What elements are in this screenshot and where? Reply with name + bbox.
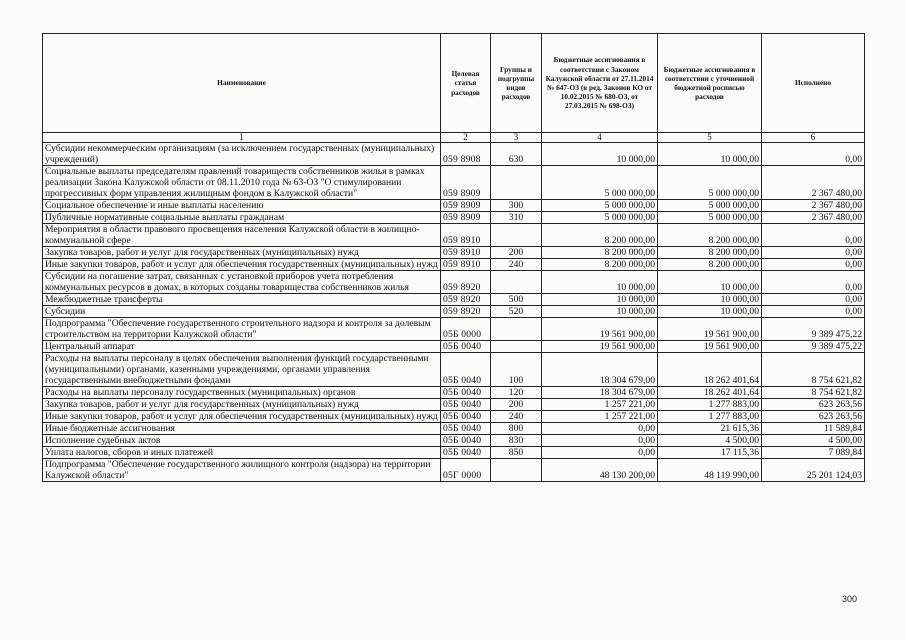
row-assign-law: 8 200 000,00 (542, 247, 658, 259)
row-name: Исполнение судебных актов (43, 435, 441, 447)
row-executed: 4 500,00 (762, 435, 865, 447)
row-assign-refined: 10 000,00 (658, 143, 762, 166)
row-group: 200 (491, 247, 542, 259)
column-number: 4 (542, 133, 658, 143)
row-code: 059 8909 (441, 166, 491, 200)
row-group: 300 (491, 200, 542, 212)
table-row (43, 387, 865, 399)
row-code: 05Б 0040 (441, 387, 491, 399)
row-name: Субсидии (43, 306, 441, 318)
row-executed: 2 367 480,00 (762, 212, 865, 224)
row-group (491, 166, 542, 200)
column-number: 6 (762, 133, 865, 143)
row-assign-law: 8 200 000,00 (542, 224, 658, 247)
row-name: Иные закупки товаров, работ и услуг для обеспечения государственных (муниципальных) нужд (43, 259, 441, 271)
row-name: Расходы на выплаты персоналу в целях обеспечения выполнения функций государственными (муниципальными) органами, казенными учреждениями, органами управления государственными внебюджетными фондами (43, 353, 441, 387)
row-executed: 2 367 480,00 (762, 200, 865, 212)
header-executed: Исполнено (762, 34, 865, 133)
row-assign-law: 10 000,00 (542, 143, 658, 166)
row-code: 05Б 0040 (441, 341, 491, 353)
row-code: 05Б 0040 (441, 399, 491, 411)
row-code: 05Г 0000 (441, 459, 491, 482)
column-number: 5 (658, 133, 762, 143)
row-group: 500 (491, 294, 542, 306)
row-executed: 623 263,56 (762, 399, 865, 411)
row-executed: 0,00 (762, 224, 865, 247)
row-assign-law: 10 000,00 (542, 271, 658, 294)
row-assign-refined: 5 000 000,00 (658, 200, 762, 212)
row-code: 059 8920 (441, 306, 491, 318)
row-name: Социальное обеспечение и иные выплаты населению (43, 200, 441, 212)
row-assign-refined: 17 115,36 (658, 447, 762, 459)
row-code: 059 8920 (441, 271, 491, 294)
row-assign-refined: 5 000 000,00 (658, 212, 762, 224)
row-code: 059 8910 (441, 259, 491, 271)
row-code: 05Б 0040 (441, 435, 491, 447)
row-name: Расходы на выплаты персоналу государственных (муниципальных) органов (43, 387, 441, 399)
row-assign-law: 18 304 679,00 (542, 353, 658, 387)
table-row (43, 399, 865, 411)
row-executed: 0,00 (762, 271, 865, 294)
row-assign-law: 0,00 (542, 447, 658, 459)
row-executed: 0,00 (762, 143, 865, 166)
row-assign-refined: 10 000,00 (658, 306, 762, 318)
table-row (43, 435, 865, 447)
row-assign-refined: 21 615,36 (658, 423, 762, 435)
row-group (491, 318, 542, 341)
row-name: Субсидии на погашение затрат, связанных с установкой приборов учета потребления коммунальных ресурсов в домах, в которых созданы товарищества собственников жилья (43, 271, 441, 294)
row-group (491, 224, 542, 247)
row-executed: 25 201 124,03 (762, 459, 865, 482)
header-assign-law: Бюджетные ассигнования в соответствии с Законом Калужской области от 27.11.2014 № 647-ОЗ (в ред. Законов КО от 10.02.2015 № 680-ОЗ, от 27.03.2015 № 698-ОЗ) (542, 34, 658, 133)
row-code: 059 8909 (441, 212, 491, 224)
row-code: 059 8910 (441, 224, 491, 247)
row-group: 100 (491, 353, 542, 387)
table-row (43, 411, 865, 423)
table-row (43, 166, 865, 200)
row-group: 830 (491, 435, 542, 447)
row-name: Субсидии некоммерческим организациям (за исключением государственных (муниципальных) учреждений) (43, 143, 441, 166)
header-assign-refined: Бюджетные ассигнования в соответствии с уточненной бюджетной росписью расходов (658, 34, 762, 133)
table-body (43, 143, 865, 482)
row-assign-refined: 19 561 900,00 (658, 341, 762, 353)
header-code: Целевая статья расходов (441, 34, 491, 133)
row-group: 800 (491, 423, 542, 435)
table-row (43, 271, 865, 294)
row-name: Подпрограмма "Обеспечение государственного жилищного контроля (надзора) на территории Калужской области" (43, 459, 441, 482)
page-number: 300 (842, 594, 858, 604)
row-code: 059 8908 (441, 143, 491, 166)
table-row (43, 459, 865, 482)
row-assign-refined: 8 200 000,00 (658, 259, 762, 271)
table-row (43, 212, 865, 224)
table-row (43, 294, 865, 306)
column-number: 1 (43, 133, 441, 143)
row-name: Мероприятия в области правового просвещения населения Калужской области в жилищно-коммунальной сфере (43, 224, 441, 247)
row-assign-refined: 5 000 000,00 (658, 166, 762, 200)
row-executed: 0,00 (762, 294, 865, 306)
row-assign-law: 0,00 (542, 435, 658, 447)
table-row (43, 353, 865, 387)
row-name: Социальные выплаты председателям правлений товариществ собственников жилья в рамках реализации Закона Калужской области от 08.11.2010 года № 63-ОЗ "О стимулировании прогрессивных форм управления жилищным фондом в Калужской области" (43, 166, 441, 200)
column-number-row (43, 133, 865, 143)
row-name: Иные закупки товаров, работ и услуг для обеспечения государственных (муниципальных) нужд (43, 411, 441, 423)
table-row (43, 224, 865, 247)
table-row (43, 259, 865, 271)
row-name: Межбюджетные трансферты (43, 294, 441, 306)
row-assign-refined: 18 262 401,64 (658, 353, 762, 387)
row-name: Закупка товаров, работ и услуг для государственных (муниципальных) нужд (43, 247, 441, 259)
row-name: Закупка товаров, работ и услуг для государственных (муниципальных) нужд (43, 399, 441, 411)
row-assign-law: 0,00 (542, 423, 658, 435)
header-name: Наименование (43, 34, 441, 133)
row-assign-law: 8 200 000,00 (542, 259, 658, 271)
row-assign-refined: 18 262 401,64 (658, 387, 762, 399)
row-code: 05Б 0040 (441, 353, 491, 387)
row-assign-refined: 19 561 900,00 (658, 318, 762, 341)
row-group: 520 (491, 306, 542, 318)
row-group: 200 (491, 399, 542, 411)
row-group (491, 271, 542, 294)
column-number: 3 (491, 133, 542, 143)
row-assign-refined: 8 200 000,00 (658, 247, 762, 259)
row-executed: 7 089,84 (762, 447, 865, 459)
row-assign-law: 5 000 000,00 (542, 212, 658, 224)
row-assign-refined: 48 119 990,00 (658, 459, 762, 482)
column-number: 2 (441, 133, 491, 143)
row-executed: 623 263,56 (762, 411, 865, 423)
row-group: 120 (491, 387, 542, 399)
row-assign-refined: 10 000,00 (658, 271, 762, 294)
table-row (43, 306, 865, 318)
row-assign-refined: 1 277 883,00 (658, 411, 762, 423)
row-code: 059 8910 (441, 247, 491, 259)
row-assign-refined: 4 500,00 (658, 435, 762, 447)
row-name: Уплата налогов, сборов и иных платежей (43, 447, 441, 459)
row-assign-law: 5 000 000,00 (542, 200, 658, 212)
row-assign-law: 10 000,00 (542, 294, 658, 306)
row-executed: 8 754 621,82 (762, 387, 865, 399)
table-row (43, 423, 865, 435)
row-assign-law: 19 561 900,00 (542, 318, 658, 341)
row-assign-law: 1 257 221,00 (542, 399, 658, 411)
table-header-row (43, 34, 865, 133)
table-row (43, 447, 865, 459)
row-name: Иные бюджетные ассигнования (43, 423, 441, 435)
row-assign-law: 19 561 900,00 (542, 341, 658, 353)
row-assign-law: 48 130 200,00 (542, 459, 658, 482)
row-code: 05Б 0040 (441, 411, 491, 423)
row-executed: 8 754 621,82 (762, 353, 865, 387)
row-executed: 0,00 (762, 259, 865, 271)
row-assign-law: 5 000 000,00 (542, 166, 658, 200)
row-group: 240 (491, 259, 542, 271)
row-name: Публичные нормативные социальные выплаты гражданам (43, 212, 441, 224)
row-name: Центральный аппарат (43, 341, 441, 353)
row-code: 059 8909 (441, 200, 491, 212)
row-executed: 11 589,84 (762, 423, 865, 435)
row-assign-refined: 8 200 000,00 (658, 224, 762, 247)
row-assign-law: 1 257 221,00 (542, 411, 658, 423)
row-assign-refined: 1 277 883,00 (658, 399, 762, 411)
row-group: 310 (491, 212, 542, 224)
row-name: Подпрограмма "Обеспечение государственного строительного надзора и контроля за долевым строительством на территории Калужской области" (43, 318, 441, 341)
row-code: 05Б 0040 (441, 423, 491, 435)
table-row (43, 200, 865, 212)
table-row (43, 247, 865, 259)
row-code: 05Б 0040 (441, 447, 491, 459)
row-assign-law: 10 000,00 (542, 306, 658, 318)
row-group: 630 (491, 143, 542, 166)
row-executed: 0,00 (762, 306, 865, 318)
row-group (491, 459, 542, 482)
row-assign-law: 18 304 679,00 (542, 387, 658, 399)
row-executed: 2 367 480,00 (762, 166, 865, 200)
row-group: 850 (491, 447, 542, 459)
table-row (43, 318, 865, 341)
row-group: 240 (491, 411, 542, 423)
row-group (491, 341, 542, 353)
header-group: Группы и подгруппы видов расходов (491, 34, 542, 133)
row-code: 05Б 0000 (441, 318, 491, 341)
row-code: 059 8920 (441, 294, 491, 306)
budget-table (42, 33, 865, 482)
row-executed: 9 389 475,22 (762, 318, 865, 341)
table-row (43, 341, 865, 353)
table-row (43, 143, 865, 166)
row-executed: 0,00 (762, 247, 865, 259)
row-assign-refined: 10 000,00 (658, 294, 762, 306)
row-executed: 9 389 475,22 (762, 341, 865, 353)
